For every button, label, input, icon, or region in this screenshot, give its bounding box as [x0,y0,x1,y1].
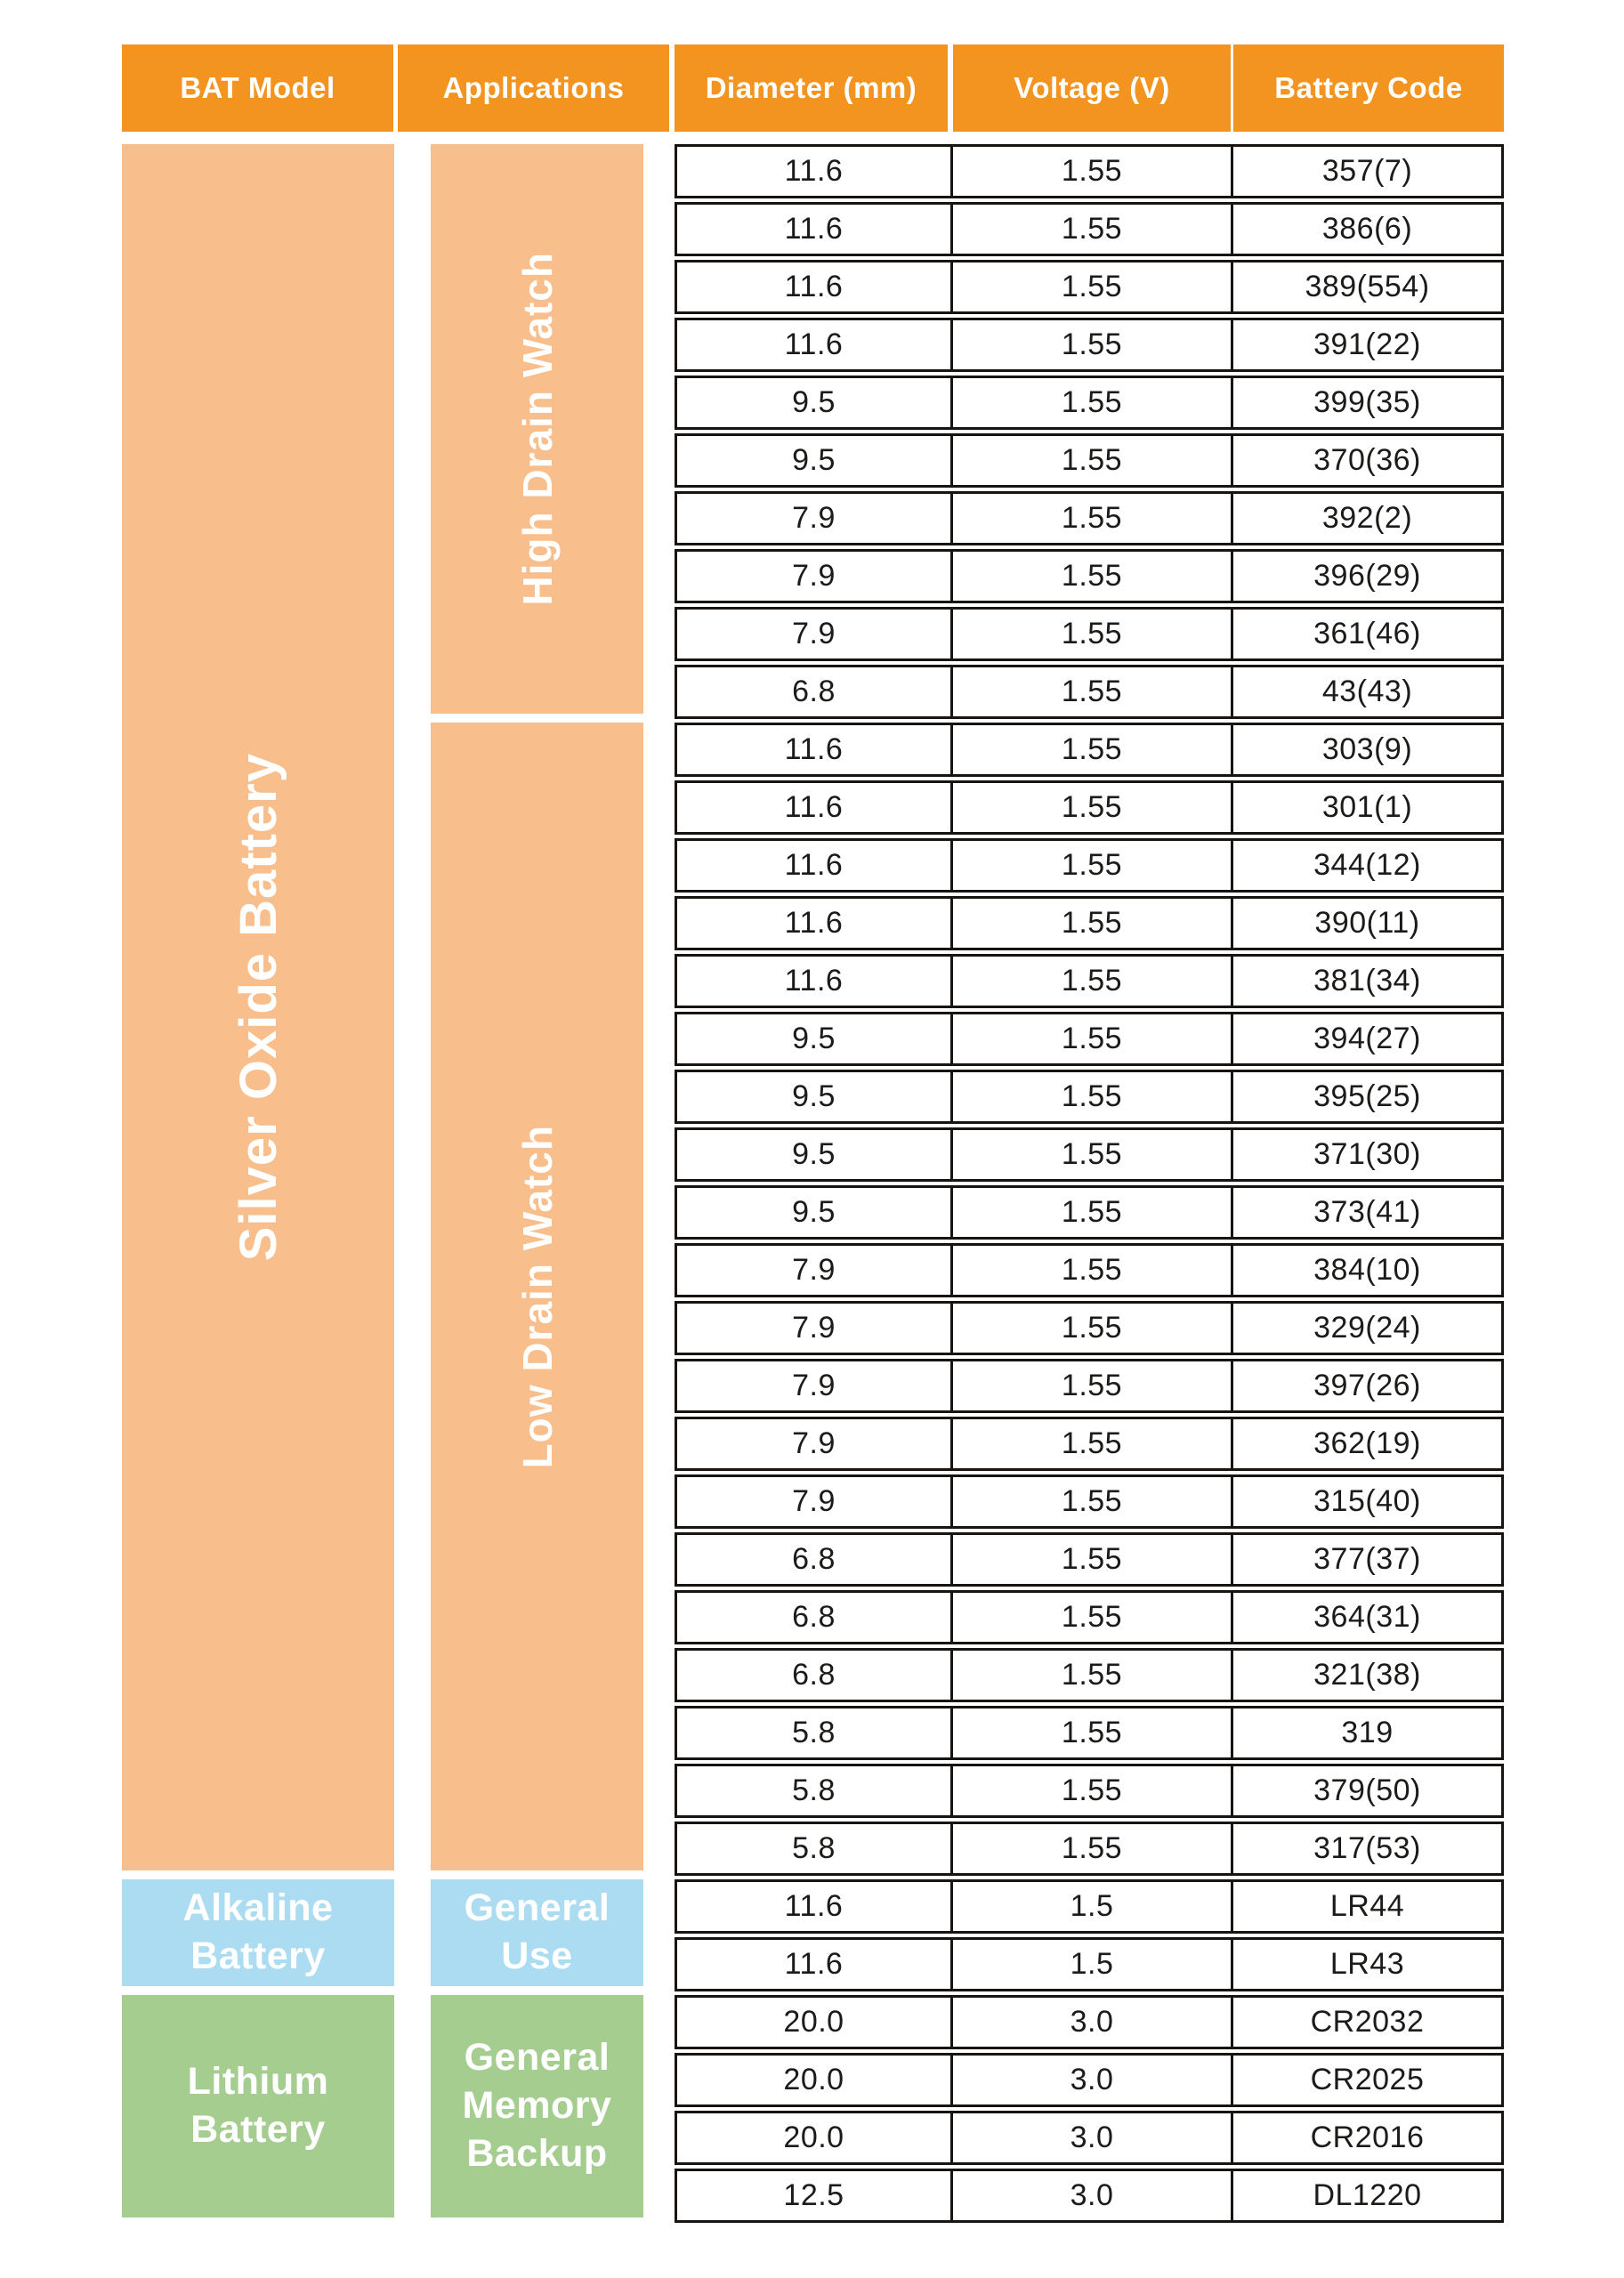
battery-code-cell: 301(1) [1231,783,1501,832]
battery-code-cell: CR2025 [1231,2056,1501,2104]
column-header-battery-code: Battery Code [1233,44,1504,132]
table-row [675,1879,1504,1934]
column-header-diameter: Diameter (mm) [675,44,948,132]
diameter-cell: 5.8 [792,1716,836,1749]
diameter-cell: 5.8 [792,1773,836,1807]
table-row [675,376,1504,430]
battery-code-cell: 394(27) [1231,1014,1501,1063]
diameter-cell: 7.9 [792,1253,836,1287]
voltage-cell: 1.55 [950,1304,1231,1353]
battery-code-cell: 386(6) [1231,205,1501,254]
table-row [675,1474,1504,1529]
application-block-general-use [431,1879,643,1986]
diameter-cell: 20.0 [783,2120,844,2154]
battery-code-cell: 361(46) [1231,610,1501,658]
voltage-cell: 1.5 [950,1940,1231,1989]
voltage-cell: 3.0 [950,1998,1231,2047]
table-row [675,1590,1504,1644]
battery-data-table [675,144,1504,2226]
table-row [675,1127,1504,1182]
diameter-cell: 11.6 [784,790,844,824]
voltage-cell: 1.55 [950,1246,1231,1295]
table-row [675,838,1504,893]
application-block-general-memory-backup [431,1995,643,2217]
application-block-low-drain-watch [431,723,643,1870]
voltage-cell: 1.55 [950,1361,1231,1410]
table-row [675,780,1504,835]
table-row [675,896,1504,950]
block-label: General Memory Backup [462,2036,612,2175]
battery-code-cell: 319 [1231,1708,1501,1757]
table-row [675,2111,1504,2165]
table-row [675,1706,1504,1760]
battery-code-cell: 384(10) [1231,1246,1501,1295]
bat-model-block-alkaline-battery [122,1879,394,1986]
diameter-cell: 7.9 [792,501,836,535]
diameter-cell: 9.5 [792,443,836,477]
voltage-cell: 1.55 [950,1419,1231,1468]
voltage-cell: 1.55 [950,320,1231,369]
table-row [675,260,1504,314]
diameter-cell: 5.8 [792,1831,836,1865]
battery-code-cell: 344(12) [1231,841,1501,890]
table-row [675,1070,1504,1124]
diameter-cell: 9.5 [792,1137,836,1171]
voltage-cell: 3.0 [950,2171,1231,2220]
column-header-applications: Applications [398,44,669,132]
battery-code-cell: 329(24) [1231,1304,1501,1353]
voltage-cell: 1.55 [950,1651,1231,1700]
table-row [675,1012,1504,1066]
battery-code-cell: 315(40) [1231,1477,1501,1526]
table-row [675,1937,1504,1991]
voltage-cell: 1.55 [950,263,1231,311]
voltage-cell: 1.55 [950,378,1231,427]
voltage-cell: 1.55 [950,1766,1231,1815]
voltage-cell: 1.55 [950,1535,1231,1584]
table-row [675,1995,1504,2049]
voltage-cell: 1.55 [950,667,1231,716]
voltage-cell: 1.55 [950,1708,1231,1757]
table-row [675,1301,1504,1355]
battery-code-cell: 303(9) [1231,725,1501,774]
voltage-cell: 1.55 [950,147,1231,196]
voltage-cell: 1.55 [950,552,1231,601]
vertical-block-label: Low Drain Watch [513,1124,561,1469]
battery-code-cell: 317(53) [1231,1824,1501,1873]
diameter-cell: 20.0 [783,2063,844,2096]
diameter-cell: 11.6 [784,270,844,303]
voltage-cell: 1.55 [950,957,1231,1006]
battery-code-cell: 364(31) [1231,1593,1501,1642]
diameter-cell: 6.8 [792,1658,836,1692]
voltage-cell: 1.55 [950,436,1231,485]
battery-code-cell: 389(554) [1231,263,1501,311]
voltage-cell: 1.55 [950,783,1231,832]
voltage-cell: 1.55 [950,494,1231,543]
column-header-bat-model: BAT Model [122,44,393,132]
battery-code-cell: 392(2) [1231,494,1501,543]
table-row [675,318,1504,372]
battery-code-cell: 381(34) [1231,957,1501,1006]
battery-code-cell: 371(30) [1231,1130,1501,1179]
diameter-cell: 11.6 [784,327,844,361]
table-row [675,665,1504,719]
battery-code-cell: 391(22) [1231,320,1501,369]
diameter-cell: 6.8 [792,675,836,708]
diameter-cell: 11.6 [784,732,844,766]
battery-code-cell: 399(35) [1231,378,1501,427]
table-row [675,1185,1504,1240]
diameter-cell: 11.6 [784,848,844,882]
diameter-cell: 9.5 [792,1079,836,1113]
battery-code-cell: LR43 [1231,1940,1501,1989]
diameter-cell: 11.6 [784,1947,844,1981]
battery-code-cell: 370(36) [1231,436,1501,485]
battery-code-cell: 395(25) [1231,1072,1501,1121]
table-row [675,1417,1504,1471]
block-label: Lithium Battery [187,2060,329,2151]
block-label: Alkaline Battery [182,1886,334,1977]
table-row [675,1822,1504,1876]
table-row [675,1764,1504,1818]
table-row [675,1648,1504,1702]
battery-code-cell: 357(7) [1231,147,1501,196]
diameter-cell: 7.9 [792,1426,836,1460]
bat-model-block-silver-oxide-battery [122,144,394,1870]
table-row [675,1359,1504,1413]
voltage-cell: 1.55 [950,1072,1231,1121]
table-row [675,1243,1504,1297]
battery-code-cell: 397(26) [1231,1361,1501,1410]
vertical-block-label: Silver Oxide Battery [229,753,287,1262]
table-row [675,723,1504,777]
diameter-cell: 9.5 [792,385,836,419]
battery-code-cell: 377(37) [1231,1535,1501,1584]
voltage-cell: 3.0 [950,2056,1231,2104]
table-row [675,2053,1504,2107]
battery-code-cell: CR2016 [1231,2113,1501,2162]
application-block-high-drain-watch [431,144,643,714]
diameter-cell: 11.6 [784,1889,844,1923]
diameter-cell: 12.5 [783,2178,844,2212]
voltage-cell: 1.55 [950,725,1231,774]
voltage-cell: 1.55 [950,1130,1231,1179]
table-row [675,433,1504,488]
table-row [675,2169,1504,2223]
battery-code-cell: DL1220 [1231,2171,1501,2220]
diameter-cell: 11.6 [784,212,844,246]
voltage-cell: 1.55 [950,205,1231,254]
diameter-cell: 11.6 [784,154,844,188]
table-row [675,549,1504,603]
voltage-cell: 1.5 [950,1882,1231,1931]
battery-code-cell: 390(11) [1231,899,1501,948]
diameter-cell: 20.0 [783,2005,844,2039]
diameter-cell: 6.8 [792,1600,836,1634]
table-row [675,954,1504,1008]
voltage-cell: 1.55 [950,1593,1231,1642]
diameter-cell: 7.9 [792,559,836,593]
diameter-cell: 6.8 [792,1542,836,1576]
battery-code-cell: LR44 [1231,1882,1501,1931]
block-label: General Use [464,1886,610,1977]
battery-code-cell: 362(19) [1231,1419,1501,1468]
table-row [675,202,1504,256]
table-row [675,607,1504,661]
battery-code-cell: 43(43) [1231,667,1501,716]
voltage-cell: 1.55 [950,1824,1231,1873]
battery-code-cell: 321(38) [1231,1651,1501,1700]
voltage-cell: 1.55 [950,899,1231,948]
voltage-cell: 3.0 [950,2113,1231,2162]
diameter-cell: 11.6 [784,964,844,998]
battery-code-cell: 373(41) [1231,1188,1501,1237]
bat-model-block-lithium-battery [122,1995,394,2217]
table-row [675,1532,1504,1587]
battery-code-cell: CR2032 [1231,1998,1501,2047]
diameter-cell: 11.6 [784,906,844,940]
voltage-cell: 1.55 [950,841,1231,890]
voltage-cell: 1.55 [950,610,1231,658]
diameter-cell: 7.9 [792,617,836,650]
diameter-cell: 7.9 [792,1369,836,1402]
diameter-cell: 7.9 [792,1311,836,1345]
voltage-cell: 1.55 [950,1188,1231,1237]
table-row [675,491,1504,545]
voltage-cell: 1.55 [950,1014,1231,1063]
vertical-block-label: High Drain Watch [513,252,561,606]
voltage-cell: 1.55 [950,1477,1231,1526]
battery-code-cell: 379(50) [1231,1766,1501,1815]
diameter-cell: 7.9 [792,1484,836,1518]
diameter-cell: 9.5 [792,1022,836,1055]
diameter-cell: 9.5 [792,1195,836,1229]
table-row [675,144,1504,198]
column-header-voltage: Voltage (V) [953,44,1231,132]
battery-code-cell: 396(29) [1231,552,1501,601]
